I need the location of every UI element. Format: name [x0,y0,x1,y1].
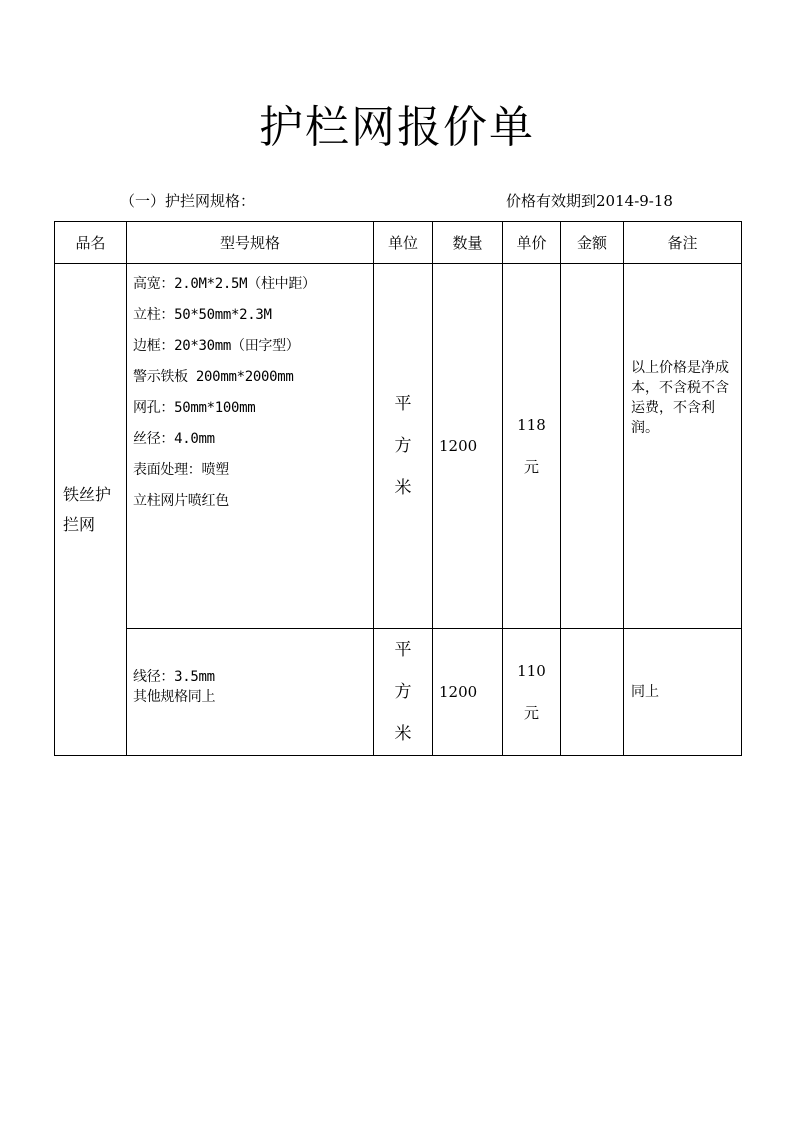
unit-price-currency: 元 [523,704,539,722]
amount-cell [561,264,624,629]
spec-item: 线径：3.5mm [133,669,215,685]
spec-item: 表面处理：喷塑 [133,462,229,478]
quantity-value: 1200 [439,683,478,701]
validity-note [506,190,673,212]
spec-list [127,629,373,707]
spec-item: 边框：20*30mm（田字型） [133,338,300,354]
notes-cell [624,629,742,756]
page-title: 护栏网报价单 [259,102,535,153]
quote-table [54,221,742,756]
unit-price-cell [503,629,561,756]
unit-price-cell [503,264,561,629]
spec-item: 警示铁板 200mm*2000mm [133,369,294,385]
product-name: 铁丝护拦网 [63,484,112,534]
notes-text: 以上价格是净成本，不含税不含运费，不含利润。 [631,360,729,436]
unit-price-value: 110 [517,662,546,680]
table-row [55,629,742,756]
product-name-cell [55,264,127,756]
table-row [55,264,742,629]
spec-item: 网孔：50mm*100mm [133,400,256,416]
spec-cell [127,264,374,629]
spec-item: 丝径：4.0mm [133,431,215,447]
header-unit-price: 单价 [503,222,561,264]
header-unit: 单位 [374,222,433,264]
unit-price-value: 118 [517,416,546,434]
header-quantity: 数量 [433,222,503,264]
header-product-name: 品名 [55,222,127,264]
quantity-cell [433,629,503,756]
header-spec: 型号规格 [127,222,374,264]
unit-price-currency: 元 [523,458,539,476]
spec-item: 高宽：2.0M*2.5M（柱中距） [133,276,316,292]
spec-item: 立柱：50*50mm*2.3M [133,307,272,323]
unit-value: 平方米 [394,394,412,498]
unit-value: 平方米 [394,640,412,744]
spec-item: 其他规格同上 [133,689,216,705]
section-label: （一）护拦网规格： [120,192,256,210]
amount-cell [561,629,624,756]
notes-cell [624,264,742,629]
spec-list [127,264,373,517]
quantity-value: 1200 [439,437,478,455]
unit-cell [374,629,433,756]
spec-cell [127,629,374,756]
unit-cell [374,264,433,629]
quantity-cell [433,264,503,629]
spec-item: 立柱网片喷红色 [133,493,229,509]
validity-prefix: 价格有效期到 [506,192,597,210]
table-header-row [55,222,742,264]
validity-date: 2014-9-18 [596,192,673,210]
header-amount: 金额 [561,222,624,264]
header-notes: 备注 [624,222,742,264]
notes-text: 同上 [631,684,659,700]
